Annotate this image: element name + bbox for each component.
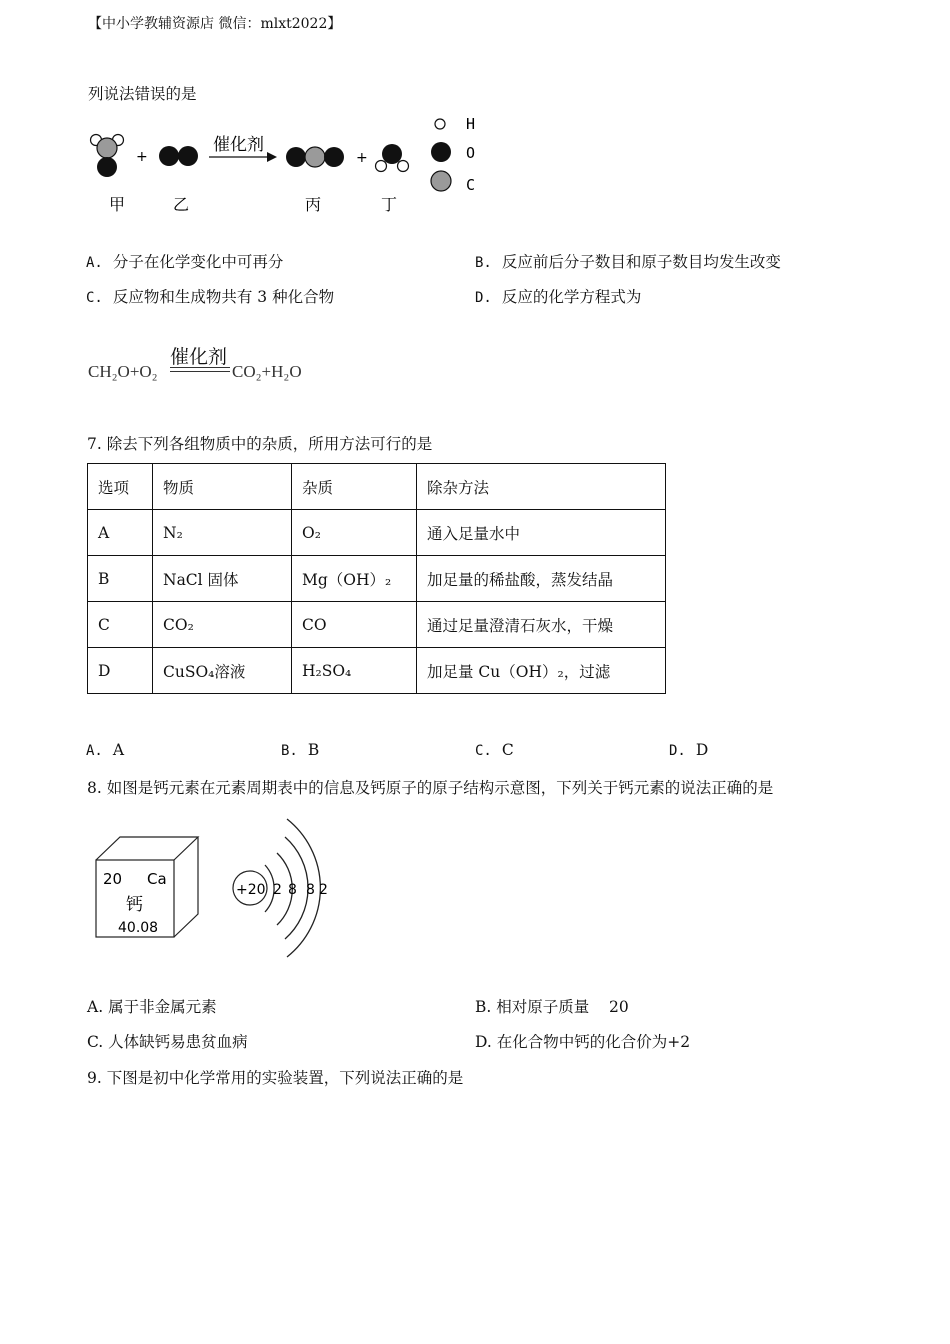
- shell-electrons-3: 8: [306, 882, 315, 898]
- shell-electrons-1: 2: [273, 882, 282, 898]
- calcium-figure: [90, 815, 340, 965]
- equation-catalyst: 催化剂: [170, 346, 228, 368]
- element-symbol: Ca: [147, 870, 167, 888]
- table-row: [88, 510, 666, 556]
- table-cell: CO: [292, 602, 417, 648]
- table-cell: 通过足量澄清石灰水，干燥: [417, 602, 666, 648]
- table-cell: C: [88, 602, 153, 648]
- table-cell: NaCl 固体: [153, 556, 292, 602]
- legend-o: O: [466, 144, 476, 162]
- element-name: 钙: [126, 895, 143, 915]
- molecule-ding: [376, 144, 409, 172]
- q8-option-a: A. 属于非金属元素: [87, 998, 217, 1016]
- table-header: 除杂方法: [417, 464, 666, 510]
- table-cell: B: [88, 556, 153, 602]
- label-bing: 丙: [305, 195, 322, 214]
- plus-sign-1: +: [136, 149, 148, 165]
- q7-option-c: C. C: [475, 741, 514, 759]
- q7-option-b: B. B: [281, 741, 320, 759]
- table-row: [88, 602, 666, 648]
- q8-option-b: B. 相对原子质量 20: [475, 998, 629, 1016]
- equation-equals-sign: [170, 367, 230, 372]
- q7-option-a: A. A: [86, 741, 125, 759]
- page-header: 【中小学教辅资源店 微信：mlxt2022】: [88, 16, 342, 32]
- table-header-row: [88, 464, 666, 510]
- table-cell: CuSO₄溶液: [153, 648, 292, 694]
- q6-option-b: B. 反应前后分子数目和原子数目均发生改变: [475, 253, 781, 271]
- table-cell: O₂: [292, 510, 417, 556]
- table-cell: A: [88, 510, 153, 556]
- table-cell: D: [88, 648, 153, 694]
- table-header: 物质: [153, 464, 292, 510]
- shell-electrons-4: 2: [319, 882, 328, 898]
- table-cell: N₂: [153, 510, 292, 556]
- molecule-jia: [91, 135, 124, 178]
- table-cell: 加足量的稀盐酸，蒸发结晶: [417, 556, 666, 602]
- table-cell: Mg（OH）₂: [292, 556, 417, 602]
- q7-stem: 7. 除去下列各组物质中的杂质，所用方法可行的是: [87, 435, 433, 453]
- q8-option-c: C. 人体缺钙易患贫血病: [87, 1033, 248, 1051]
- q6-option-c: C. 反应物和生成物共有 3 种化合物: [86, 288, 335, 306]
- table-row: [88, 556, 666, 602]
- atom-structure-diagram: [233, 819, 328, 957]
- table-header: 杂质: [292, 464, 417, 510]
- q6-option-d: D. 反应的化学方程式为: [475, 288, 642, 306]
- plus-sign-2: +: [356, 150, 368, 166]
- table-header: 选项: [88, 464, 153, 510]
- molecule-yi: [159, 146, 198, 166]
- nucleus-charge: +20: [236, 882, 266, 898]
- table-cell: 通入足量水中: [417, 510, 666, 556]
- q8-option-d: D. 在化合物中钙的化合价为+2: [475, 1033, 691, 1051]
- legend-c: C: [466, 176, 476, 194]
- table-row: [88, 648, 666, 694]
- legend-h: H: [466, 115, 476, 133]
- shell-electrons-2: 8: [288, 882, 297, 898]
- chemical-equation-left: CH₂O+O₂: [88, 362, 158, 381]
- reaction-diagram: [85, 110, 495, 220]
- table-cell: CO₂: [153, 602, 292, 648]
- label-ding: 丁: [381, 195, 398, 214]
- chemical-equation-right: CO₂+H₂O: [232, 362, 302, 381]
- atomic-number: 20: [103, 870, 123, 888]
- atom-legend: [431, 115, 475, 194]
- arrow-head-icon: [267, 152, 277, 162]
- q7-option-d: D. D: [669, 741, 709, 759]
- atomic-mass: 40.08: [118, 920, 159, 936]
- q6-stem: 列说法错误的是: [88, 85, 197, 103]
- table-cell: 加足量 Cu（OH）₂，过滤: [417, 648, 666, 694]
- label-jia: 甲: [109, 195, 126, 214]
- q6-option-a: A. 分子在化学变化中可再分: [86, 253, 284, 271]
- q7-table: [87, 463, 666, 694]
- q9-stem: 9. 下图是初中化学常用的实验装置，下列说法正确的是: [87, 1069, 464, 1087]
- catalyst-label: 催化剂: [213, 135, 264, 155]
- table-cell: H₂SO₄: [292, 648, 417, 694]
- molecule-bing: [286, 147, 344, 167]
- q8-stem: 8. 如图是钙元素在元素周期表中的信息及钙原子的原子结构示意图，下列关于钙元素的说法正确的是: [87, 779, 774, 797]
- label-yi: 乙: [173, 195, 190, 214]
